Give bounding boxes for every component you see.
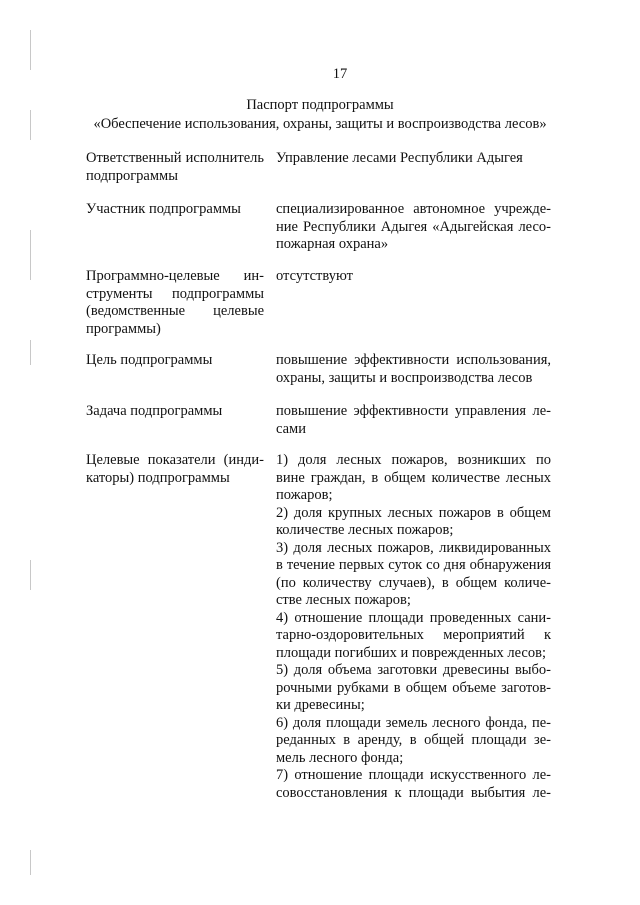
- label-line: Участник подпрограммы: [86, 201, 241, 217]
- value-line: повышение эффективности использования,: [276, 352, 551, 368]
- label-line: Цель подпрограммы: [86, 352, 213, 368]
- row-label: [86, 268, 264, 338]
- row-value: [276, 150, 551, 168]
- value-line: 2) доля крупных лесных пожаров в общем: [276, 504, 551, 521]
- value-line: пожаров;: [276, 487, 333, 503]
- label-line: Ответственный исполнитель: [86, 150, 264, 166]
- value-line: охраны, защиты и воспроизводства лесов: [276, 369, 533, 386]
- label-line: Задача подпрограммы: [86, 403, 223, 419]
- value-line: тарно-оздоровительных мероприятий к: [276, 627, 551, 643]
- title-line-2: «Обеспечение использования, охраны, защиты и воспроизводства лесов»: [93, 116, 547, 132]
- row-label: [86, 201, 264, 219]
- scan-mark: [30, 110, 31, 140]
- page-title: [80, 96, 560, 134]
- value-line: реданных в аренду, в общей площади зе-: [276, 732, 551, 748]
- title-line-1: Паспорт подпрограммы: [246, 97, 394, 113]
- label-line: каторы) подпрограммы: [86, 469, 230, 486]
- scan-mark: [30, 230, 31, 280]
- value-line: специализированное автономное учрежде-: [276, 201, 551, 217]
- value-line: 1) доля лесных пожаров, возникших по: [276, 452, 551, 468]
- value-line: 5) доля объема заготовки древесины выбо-: [276, 662, 551, 678]
- row-value: [276, 352, 551, 387]
- value-line: ки древесины;: [276, 697, 365, 713]
- value-line: в течение первых суток со дня обнаружения: [276, 557, 551, 573]
- value-line: сами: [276, 420, 306, 437]
- value-line: повышение эффективности управления ле-: [276, 403, 551, 419]
- scan-mark: [30, 560, 31, 590]
- label-line: подпрограммы: [86, 167, 178, 184]
- value-line: вине граждан, в общем количестве лесных: [276, 469, 551, 486]
- row-value: [276, 452, 551, 802]
- value-line: рочными рубками в общем объеме заготов-: [276, 679, 551, 696]
- row-label: [86, 352, 264, 370]
- value-line: совосстановления к площади выбытия ле-: [276, 784, 551, 801]
- row-value: [276, 201, 551, 254]
- page-number: 17: [332, 66, 348, 82]
- value-line: 3) доля лесных пожаров, ликвидированных: [276, 539, 551, 556]
- scan-mark: [30, 30, 31, 70]
- value-line: ние Республики Адыгея «Адыгейская лесо-: [276, 218, 551, 235]
- label-line: струменты подпрограммы: [86, 285, 264, 302]
- value-line: (по количеству случаев), в общем количе-: [276, 574, 551, 591]
- value-line: 4) отношение площади проведенных сани-: [276, 609, 551, 626]
- scan-mark: [30, 340, 31, 365]
- label-line: (ведомственные целевые: [86, 303, 264, 319]
- value-line: стве лесных пожаров;: [276, 592, 411, 608]
- row-label: [86, 452, 264, 487]
- scan-mark: [30, 850, 31, 875]
- row-label: [86, 403, 264, 421]
- label-line: программы): [86, 320, 161, 337]
- row-label: [86, 150, 264, 185]
- row-value: [276, 268, 551, 286]
- value-line: площади погибших и поврежденных лесов;: [276, 644, 546, 661]
- value-line: отсутствуют: [276, 268, 353, 284]
- value-line: мель лесного фонда;: [276, 749, 404, 766]
- label-line: Целевые показатели (инди-: [86, 452, 264, 468]
- row-value: [276, 403, 551, 438]
- value-line: количестве лесных пожаров;: [276, 522, 454, 538]
- value-line: пожарная охрана»: [276, 236, 389, 252]
- label-line: Программно-целевые ин-: [86, 268, 264, 284]
- value-line: 7) отношение площади искусственного ле-: [276, 767, 551, 783]
- value-line: Управление лесами Республики Адыгея: [276, 150, 523, 166]
- value-line: 6) доля площади земель лесного фонда, пе-: [276, 714, 551, 731]
